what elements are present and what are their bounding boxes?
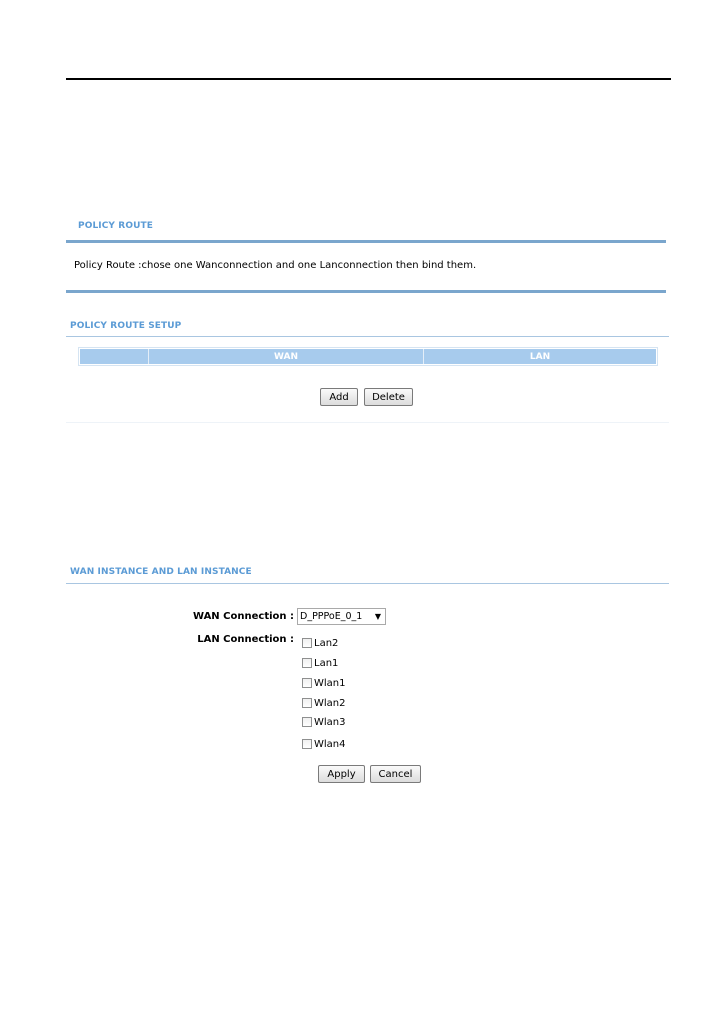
wlan3-checkbox[interactable]: [302, 717, 312, 727]
table-header-row: [80, 349, 656, 364]
delete-button[interactable]: Delete: [364, 388, 413, 406]
wan-connection-select[interactable]: [297, 608, 386, 625]
apply-button[interactable]: Apply: [318, 765, 365, 783]
wlan4-label: Wlan4: [314, 738, 346, 750]
policy-route-header-bar: [66, 240, 666, 243]
wlan3-label: Wlan3: [314, 716, 346, 728]
setup-bottom-rule: [66, 422, 669, 423]
table-header-blank: [80, 349, 148, 364]
instance-title: WAN INSTANCE AND LAN INSTANCE: [70, 567, 252, 577]
wlan1-checkbox[interactable]: [302, 678, 312, 688]
instance-rule: [66, 583, 669, 584]
add-button[interactable]: Add: [320, 388, 358, 406]
page-top-rule: [66, 78, 671, 80]
lan-option-wlan4[interactable]: [302, 737, 346, 751]
cancel-button[interactable]: Cancel: [370, 765, 421, 783]
policy-route-setup-title: POLICY ROUTE SETUP: [70, 321, 182, 331]
wlan2-label: Wlan2: [314, 697, 346, 709]
lan-option-lan2[interactable]: [302, 636, 338, 650]
wlan4-checkbox[interactable]: [302, 739, 312, 749]
lan-option-wlan1[interactable]: [302, 676, 346, 690]
policy-route-table: [78, 347, 658, 366]
table-header-lan: LAN: [423, 349, 656, 364]
wan-connection-label: WAN Connection :: [192, 611, 294, 622]
lan1-label: Lan1: [314, 657, 339, 669]
lan2-checkbox[interactable]: [302, 638, 312, 648]
policy-route-footer-bar: [66, 290, 666, 293]
wlan2-checkbox[interactable]: [302, 698, 312, 708]
lan-option-wlan3[interactable]: [302, 715, 346, 729]
policy-route-title: POLICY ROUTE: [78, 221, 153, 231]
wan-connection-value: D_PPPoE_0_1: [300, 611, 363, 622]
policy-route-setup-rule: [66, 336, 669, 337]
lan1-checkbox[interactable]: [302, 658, 312, 668]
table-header-wan: WAN: [148, 349, 423, 364]
wlan1-label: Wlan1: [314, 677, 346, 689]
lan-option-lan1[interactable]: [302, 656, 338, 670]
policy-route-description: Policy Route :chose one Wanconnection and one Lanconnection then bind them.: [74, 260, 477, 271]
lan-option-wlan2[interactable]: [302, 696, 346, 710]
lan-connection-label: LAN Connection :: [197, 634, 294, 645]
lan2-label: Lan2: [314, 637, 339, 649]
chevron-down-icon: ▼: [374, 612, 381, 621]
